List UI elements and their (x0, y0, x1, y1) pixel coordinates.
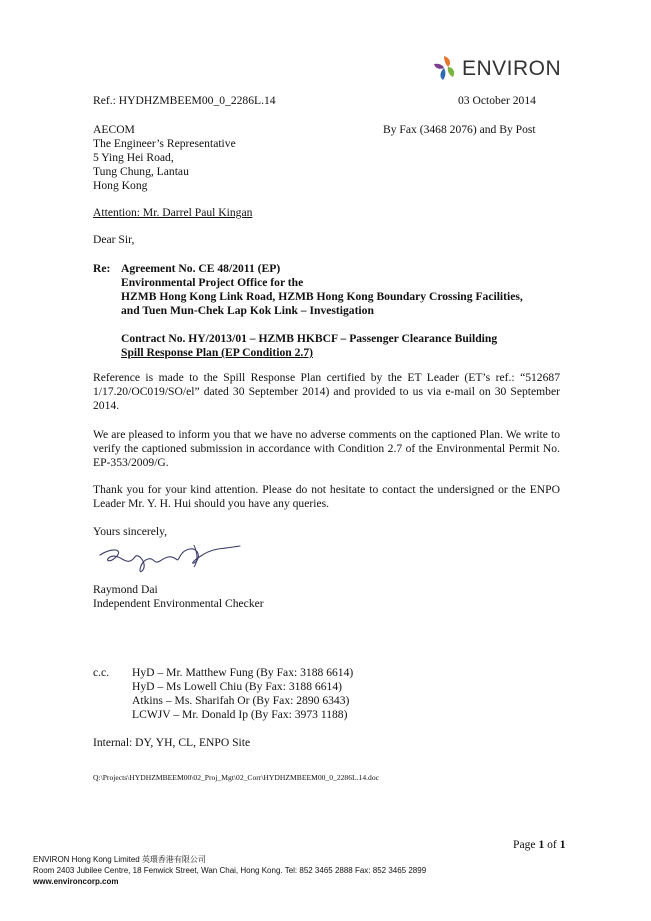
signatory-title: Independent Environmental Checker (93, 597, 264, 610)
subject-line: Agreement No. CE 48/2011 (EP) (121, 262, 281, 275)
subject-line: Environmental Project Office for the (121, 276, 304, 289)
logo-text: ENVIRON (462, 57, 562, 80)
page-total: 1 (559, 838, 566, 851)
recipient-line: The Engineer’s Representative (93, 137, 236, 150)
page-number: Page 1 of 1 (513, 838, 566, 851)
paragraph-verification: We are pleased to inform you that we have no adverse comments on the captioned Plan. We write to verify the captioned submission in accordance with Condition 2.7 of the Environmental Permit No. EP-353/2009/G. (93, 428, 560, 470)
internal-distribution: Internal: DY, YH, CL, ENPO Site (93, 736, 251, 749)
subject-line: HZMB Hong Kong Link Road, HZMB Hong Kong Boundary Crossing Facilities, (121, 290, 523, 303)
recipient-address (93, 123, 236, 193)
signatory-name: Raymond Dai (93, 583, 158, 596)
contract-line: Contract No. HY/2013/01 – HZMB HKBCF – Passenger Clearance Building (121, 332, 498, 345)
footer-website: www.environcorp.com (33, 877, 119, 886)
plan-line: Spill Response Plan (EP Condition 2.7) (121, 346, 313, 359)
subject-line: and Tuen Mun-Chek Lap Kok Link – Investigation (121, 304, 374, 317)
signature-image (94, 537, 244, 577)
salutation: Dear Sir, (93, 233, 135, 246)
letter-date: 03 October 2014 (458, 94, 536, 107)
paragraph-reference: Reference is made to the Spill Response Plan certified by the ET Leader (ET’s ref.: “512687 1/17.20/OC019/SO/el” dated 30 September 2014) and provided to us via e-mail on 30 September 2014. (93, 371, 560, 413)
attention-line: Attention: Mr. Darrel Paul Kingan (93, 206, 253, 219)
cc-entry: LCWJV – Mr. Donald Ip (By Fax: 3973 1188) (132, 708, 348, 721)
cc-entry: HyD – Mr. Matthew Fung (By Fax: 3188 6614) (132, 666, 354, 679)
footer-company: ENVIRON Hong Kong Limited 英環香港有限公司 (33, 855, 206, 864)
recipient-line: Tung Chung, Lantau (93, 165, 189, 178)
cc-label: c.c. (93, 666, 110, 679)
page-current: 1 (538, 838, 545, 851)
environ-leaf-icon (430, 54, 458, 82)
recipient-line: 5 Ying Hei Road, (93, 151, 174, 164)
re-label: Re: (93, 262, 111, 275)
footer-address: Room 2403 Jubilee Centre, 18 Fenwick Street, Wan Chai, Hong Kong. Tel: 852 3465 2888 Fax: 852 3465 2899 (33, 866, 427, 875)
subject-block (121, 262, 523, 360)
recipient-line: AECOM (93, 123, 135, 136)
file-path: Q:\Projects\HYDHZMBEEM00\02_Proj_Mgt\02_Corr\HYDHZMBEEM00_0_2286L.14.doc (93, 773, 380, 782)
delivery-method: By Fax (3468 2076) and By Post (383, 123, 536, 136)
sign-off: Yours sincerely, (93, 525, 168, 538)
cc-entry: Atkins – Ms. Sharifah Or (By Fax: 2890 6343) (132, 694, 350, 707)
recipient-line: Hong Kong (93, 179, 148, 192)
reference-number: Ref.: HYDHZMBEEM00_0_2286L.14 (93, 94, 276, 107)
cc-list (132, 666, 353, 722)
paragraph-thanks: Thank you for your kind attention. Please do not hesitate to contact the undersigned or the ENPO Leader Mr. Y. H. Hui should you have any queries. (93, 483, 560, 511)
cc-entry: HyD – Ms Lowell Chiu (By Fax: 3188 6614) (132, 680, 342, 693)
